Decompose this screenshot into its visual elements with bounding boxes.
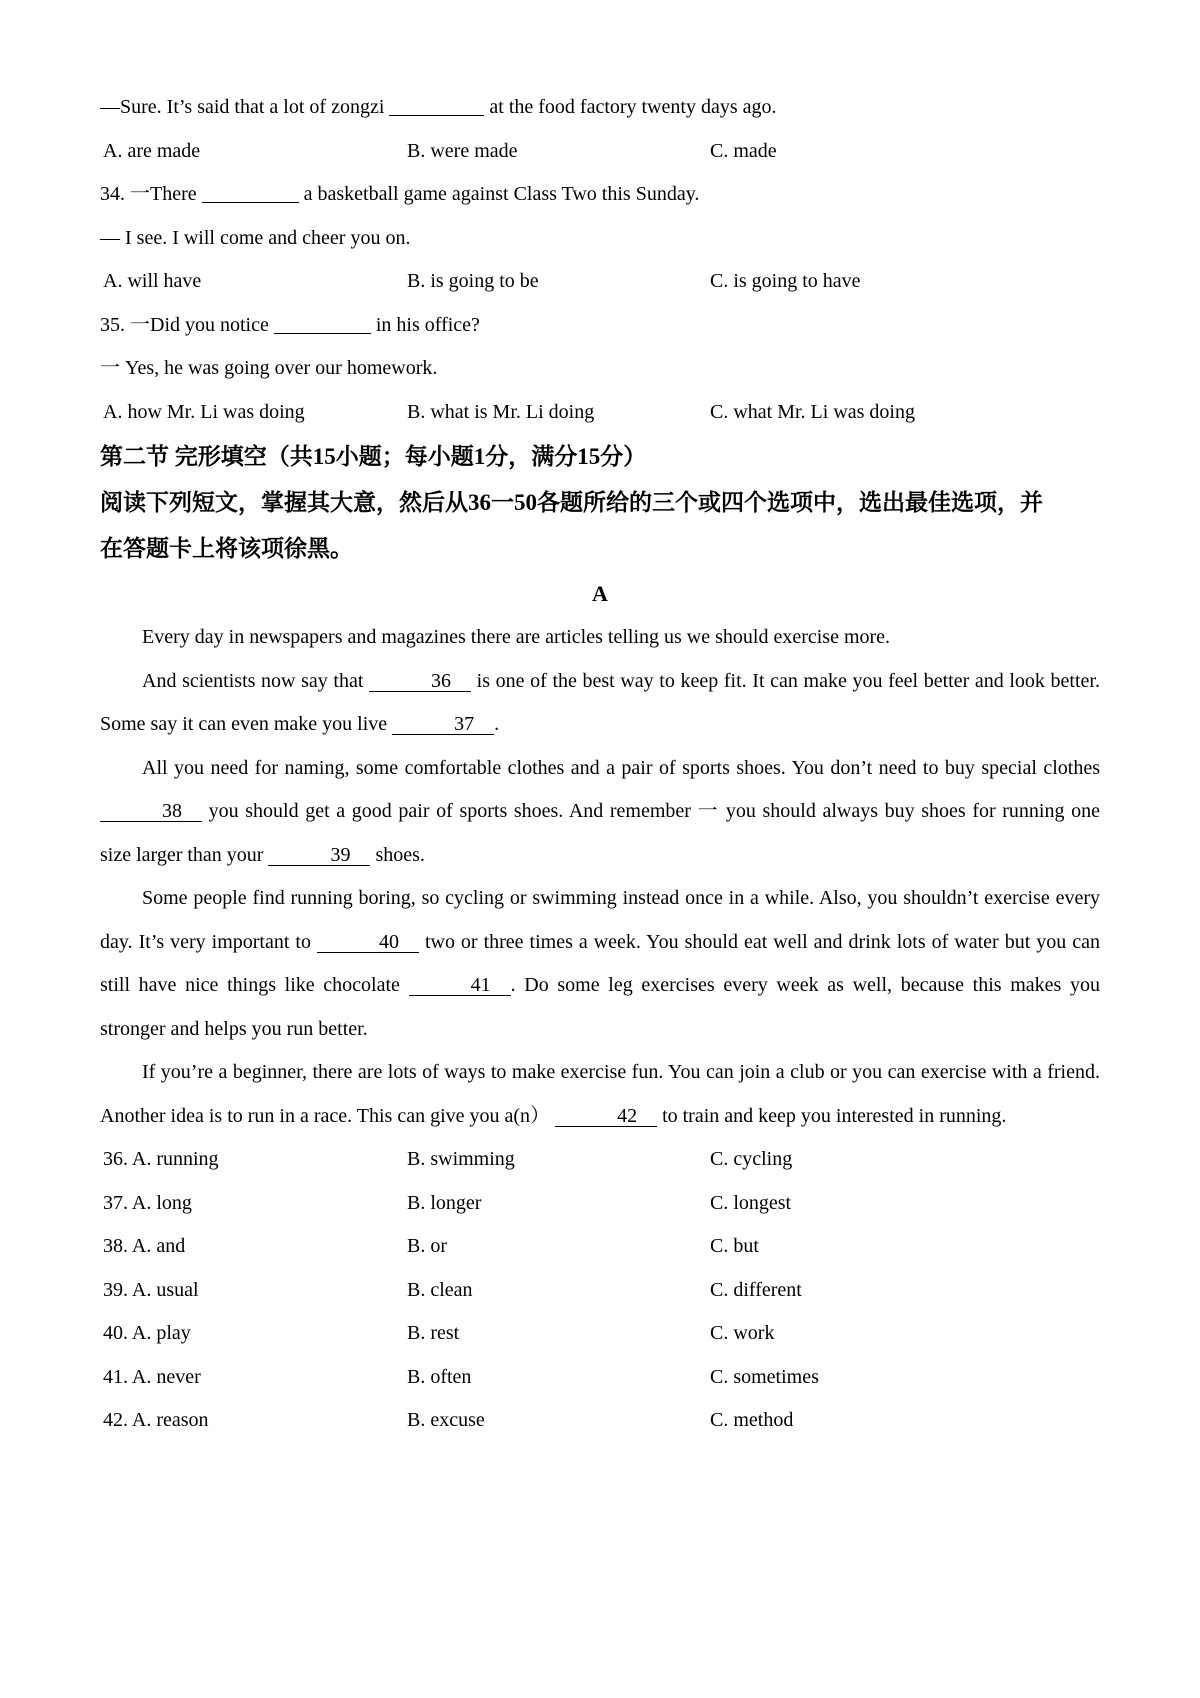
option-cell: B. were made bbox=[407, 139, 518, 162]
option-cell: 40. A. play bbox=[103, 1322, 191, 1344]
option-cell: B. longer bbox=[407, 1191, 482, 1214]
cloze-option-row bbox=[100, 1312, 1100, 1356]
question-33-stem bbox=[100, 86, 1100, 130]
text-run: All you need for naming, some comfortable clothes and a pair of sports shoes. You don’t need to buy special clothes bbox=[142, 756, 1100, 779]
question-35-options bbox=[100, 391, 1100, 435]
option-cell: C. sometimes bbox=[710, 1365, 819, 1388]
option-cell: C. different bbox=[710, 1278, 802, 1301]
option-cell: C. longest bbox=[710, 1191, 792, 1214]
numbered-blank: 39 bbox=[268, 845, 370, 866]
cloze-passage bbox=[100, 616, 1100, 1138]
option-cell: C. made bbox=[710, 139, 777, 162]
passage-paragraph bbox=[100, 877, 1100, 1051]
blank-line bbox=[202, 199, 299, 203]
passage-label: A bbox=[592, 581, 608, 606]
numbered-blank: 41 bbox=[409, 975, 511, 996]
cloze-option-row bbox=[100, 1269, 1100, 1313]
cloze-options-block bbox=[100, 1138, 1100, 1443]
text-run: is one of the best way to keep fit. It can make you feel better and look better. Some say it can even make you live bbox=[100, 669, 1100, 735]
section2-instructions-line1: 阅读下列短文，掌握其大意，然后从36一50各题所给的三个或四个选项中，选出最佳选项，并 bbox=[100, 490, 1043, 515]
passage-paragraph bbox=[100, 616, 1100, 660]
cloze-option-row bbox=[100, 1356, 1100, 1400]
text-run: Some people find running boring, so cycling or swimming instead once in a while. Also, you shouldn’t exercise every day. It’s very important to bbox=[100, 887, 1100, 953]
option-cell: B. is going to be bbox=[407, 270, 539, 292]
cloze-option-row bbox=[100, 1225, 1100, 1269]
option-cell: C. work bbox=[710, 1322, 775, 1344]
text-run: you should get a good pair of sports shoes. And remember 一 you should always buy shoes for running one size larger than your bbox=[100, 800, 1100, 866]
option-cell: C. is going to have bbox=[710, 270, 861, 292]
text-run: at the food factory twenty days ago. bbox=[484, 96, 777, 118]
question-34-stem bbox=[100, 173, 1100, 217]
text-run: —Sure. It’s said that a lot of zongzi bbox=[100, 96, 390, 118]
option-cell: 41. A. never bbox=[103, 1365, 201, 1388]
question-35-stem bbox=[100, 304, 1100, 348]
option-cell: C. but bbox=[710, 1235, 759, 1257]
text-run: two or three times a week. You should eat well and drink lots of water but you can still have nice things like chocolate bbox=[100, 930, 1100, 996]
question-33-options bbox=[100, 130, 1100, 174]
numbered-blank: 37 bbox=[392, 714, 494, 735]
option-cell: C. what Mr. Li was doing bbox=[710, 400, 915, 423]
option-cell: B. clean bbox=[407, 1278, 473, 1301]
passage-paragraph bbox=[100, 747, 1100, 878]
blank-line bbox=[389, 112, 484, 116]
text-run: Every day in newspapers and magazines there are articles telling us we should exercise more. bbox=[142, 626, 891, 648]
numbered-blank: 36 bbox=[369, 671, 471, 692]
passage-paragraph bbox=[100, 1051, 1100, 1138]
option-cell: C. cycling bbox=[710, 1148, 793, 1170]
option-cell: 36. A. running bbox=[103, 1148, 219, 1170]
option-cell: C. method bbox=[710, 1409, 794, 1431]
option-cell: 38. A. and bbox=[103, 1235, 186, 1257]
text-run: 34. 一There bbox=[100, 183, 202, 205]
question-34-reply: — I see. I will come and cheer you on. bbox=[100, 226, 411, 249]
option-cell: B. often bbox=[407, 1365, 472, 1388]
text-run: to train and keep you interested in running. bbox=[657, 1104, 1007, 1127]
option-cell: B. excuse bbox=[407, 1409, 485, 1431]
option-cell: B. swimming bbox=[407, 1148, 515, 1170]
numbered-blank: 40 bbox=[317, 932, 419, 953]
question-34-options bbox=[100, 260, 1100, 304]
numbered-blank: 38 bbox=[100, 801, 202, 822]
question-35-reply: 一 Yes, he was going over our homework. bbox=[100, 357, 438, 379]
option-cell: 42. A. reason bbox=[103, 1409, 209, 1431]
text-run: And scientists now say that bbox=[142, 669, 370, 692]
numbered-blank: 42 bbox=[555, 1106, 657, 1127]
option-cell: 39. A. usual bbox=[103, 1278, 199, 1301]
text-run: shoes. bbox=[370, 843, 425, 866]
cloze-option-row bbox=[100, 1138, 1100, 1182]
text-run: . bbox=[494, 713, 500, 735]
blank-line bbox=[274, 330, 371, 334]
option-cell: 37. A. long bbox=[103, 1191, 192, 1214]
option-cell: A. will have bbox=[103, 270, 202, 292]
section2-instructions-line2: 在答题卡上将该项徐黑。 bbox=[100, 536, 353, 561]
option-cell: A. are made bbox=[103, 139, 201, 162]
cloze-option-row bbox=[100, 1182, 1100, 1226]
option-cell: B. what is Mr. Li doing bbox=[407, 400, 595, 423]
passage-paragraph bbox=[100, 660, 1100, 747]
cloze-option-row bbox=[100, 1399, 1100, 1443]
text-run: If you’re a beginner, there are lots of ways to make exercise fun. You can join a club or you can exercise with a friend. Another idea is to run in a race. This can give you a(n） bbox=[100, 1061, 1100, 1127]
text-run: in his office? bbox=[370, 313, 480, 336]
option-cell: B. rest bbox=[407, 1322, 460, 1344]
section2-title: 第二节 完形填空（共15小题；每小题1分，满分15分） bbox=[100, 444, 647, 469]
option-cell: A. how Mr. Li was doing bbox=[103, 400, 305, 423]
option-cell: B. or bbox=[407, 1235, 447, 1257]
text-run: a basketball game against Class Two this Sunday. bbox=[298, 183, 700, 205]
text-run: 35. 一Did you notice bbox=[100, 313, 274, 336]
text-run: . Do some leg exercises every week as well, because this makes you stronger and helps you run better. bbox=[100, 974, 1100, 1040]
